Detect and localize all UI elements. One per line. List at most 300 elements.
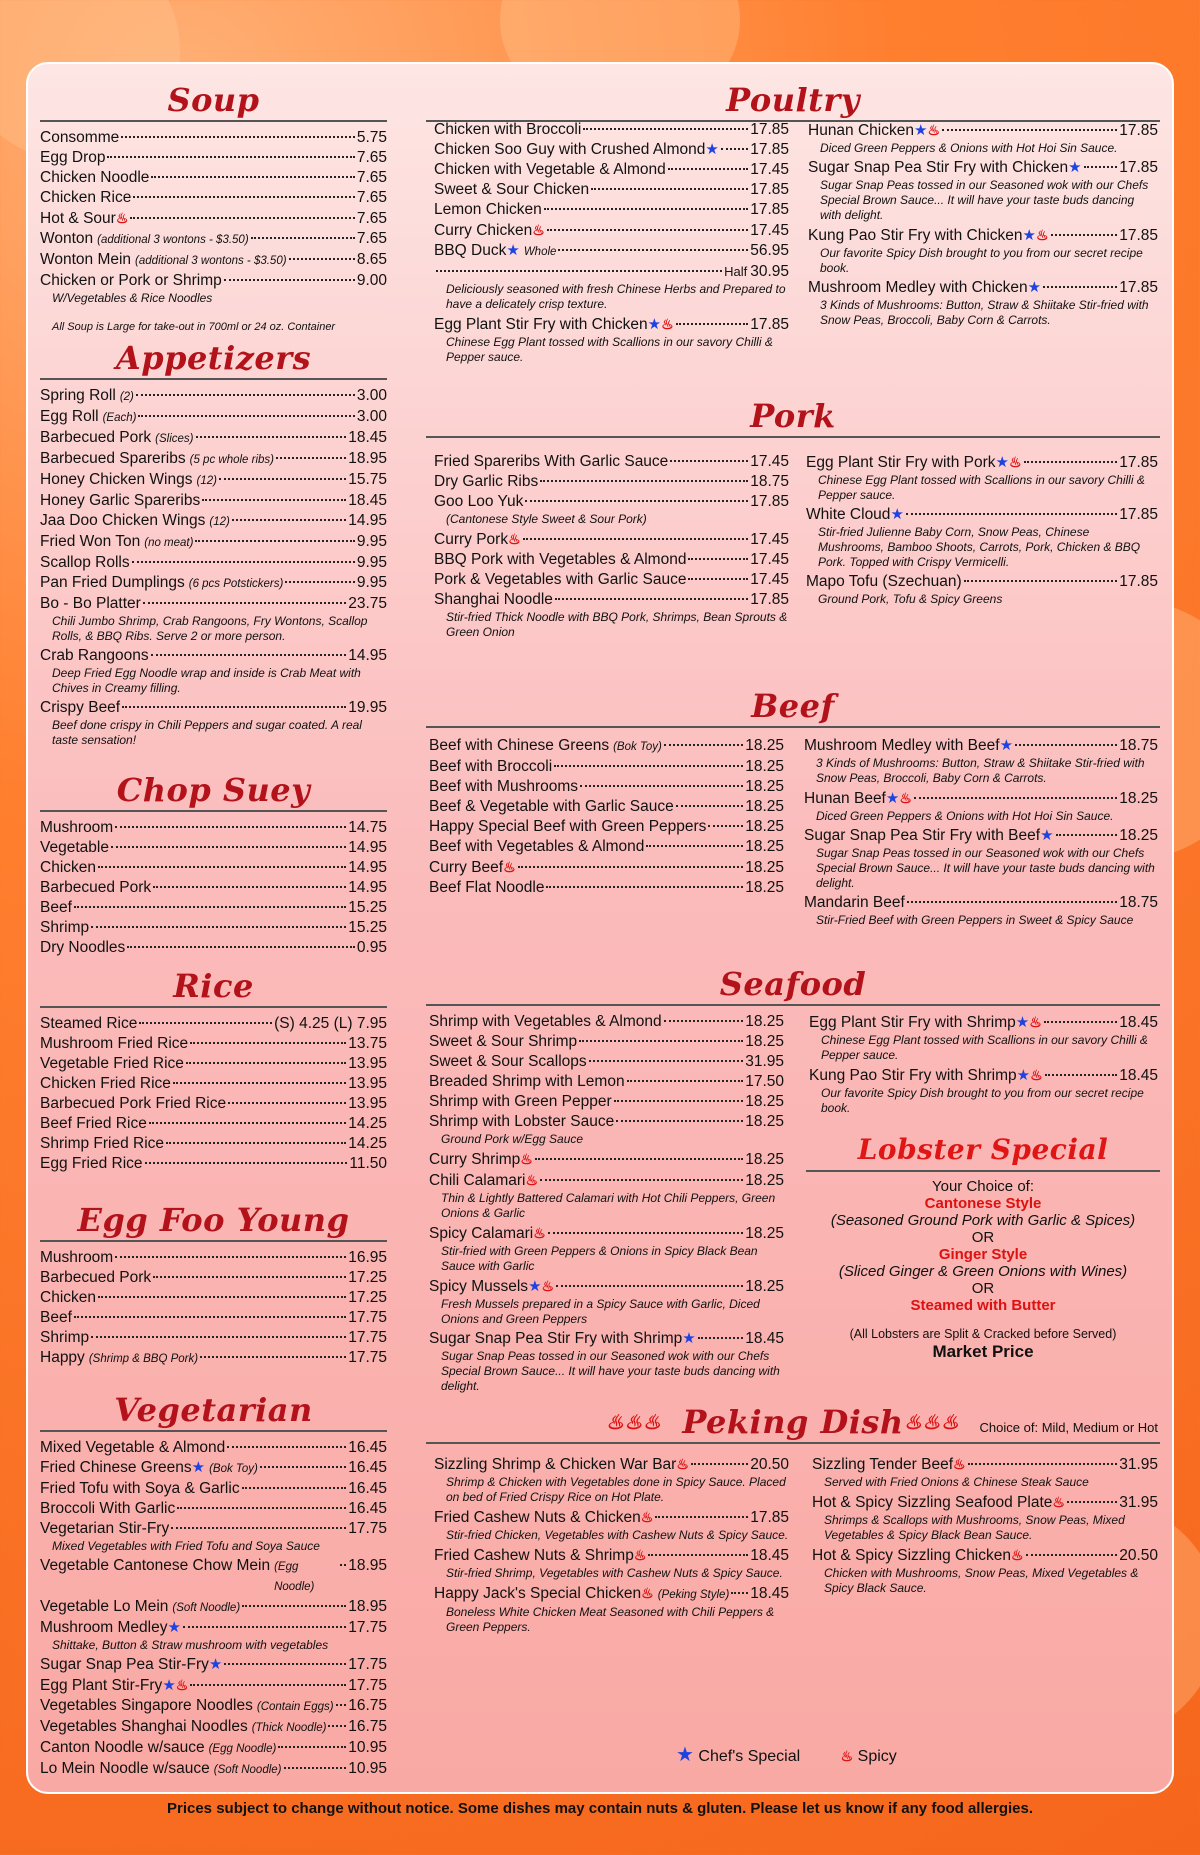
item-size-note: (12) (196, 475, 217, 487)
dot-leader (224, 279, 355, 281)
item-name: Breaded Shrimp with Lemon (429, 1073, 625, 1090)
item-name: Pork & Vegetables with Garlic Sauce (434, 571, 687, 588)
dot-leader (171, 1527, 346, 1529)
peking-dish-section (426, 1402, 1160, 1634)
menu-item (429, 1072, 784, 1092)
dot-leader (518, 866, 744, 868)
item-name: Beef & Vegetable with Garlic Sauce (429, 798, 674, 815)
item-name: Vegetable Lo Mein (40, 1598, 169, 1615)
dot-leader (523, 538, 749, 540)
item-name: Chicken Fried Rice (40, 1075, 171, 1092)
item-price: 18.45 (750, 1585, 789, 1602)
legend (676, 1742, 897, 1767)
menu-item (434, 180, 789, 200)
pork-section (426, 396, 1160, 639)
dot-leader (121, 136, 355, 138)
star-icon: ★ (191, 1459, 206, 1476)
item-name: Bo - Bo Platter (40, 595, 141, 612)
chili-pepper-icon: ♨♨♨ (904, 1410, 960, 1434)
menu-item (434, 590, 789, 610)
lobster-special-section (806, 1130, 1160, 1360)
dot-leader (190, 1042, 346, 1044)
item-price: 14.25 (348, 1115, 387, 1132)
star-icon: ★ (705, 141, 719, 158)
menu-item (40, 428, 387, 449)
item-description: Ground Pork w/Egg Sauce (441, 1132, 584, 1146)
item-price: 17.85 (1119, 279, 1158, 296)
item-size-note: (Thick Noodle) (251, 1722, 327, 1734)
dot-leader (278, 1746, 346, 1748)
menu-item (429, 1112, 784, 1132)
menu-item (40, 1655, 387, 1675)
menu-item (434, 1507, 789, 1528)
dot-leader (284, 1767, 347, 1769)
item-price: 31.95 (1119, 1494, 1158, 1511)
item-name: Hunan Beef (804, 790, 886, 807)
chili-pepper-icon: ♨ (532, 222, 545, 238)
menu-item (40, 1696, 387, 1717)
dot-leader (544, 208, 749, 210)
item-description: 3 Kinds of Mushrooms: Button, Straw & Shiitake Stir-fried with Snow Peas, Broccoli, Baby Corn & Carrots. (820, 298, 1149, 327)
item-price: 18.25 (745, 1113, 784, 1130)
item-price: 18.45 (348, 492, 387, 509)
item-price: 18.25 (745, 737, 784, 754)
item-name: Chicken with Vegetable & Almond (434, 161, 666, 178)
item-name: Vegetables Singapore Noodles (40, 1697, 253, 1714)
item-price: 8.65 (356, 251, 387, 268)
item-name: Chili Calamari (429, 1172, 526, 1189)
dot-leader (540, 480, 748, 482)
dot-leader (122, 706, 346, 708)
menu-item (40, 1738, 387, 1759)
menu-item (40, 1034, 387, 1054)
item-name: Sweet & Sour Chicken (434, 181, 590, 198)
item-price: 18.45 (745, 1330, 784, 1347)
dot-leader (721, 148, 748, 150)
menu-item (808, 278, 1158, 298)
dot-leader (91, 1336, 346, 1338)
item-description: Fresh Mussels prepared in a Spicy Sauce with Garlic, Diced Onions and Green Peppers (441, 1297, 760, 1326)
dot-leader (540, 1179, 743, 1181)
dot-leader (177, 1507, 346, 1509)
item-price: 18.45 (1119, 1067, 1158, 1084)
menu-item (40, 532, 387, 553)
item-price: 17.45 (750, 551, 789, 568)
item-size-note: (Each) (102, 412, 137, 424)
dot-leader (195, 540, 354, 542)
item-price: 14.95 (348, 839, 387, 856)
item-price: 13.95 (348, 1095, 387, 1112)
chili-pepper-icon: ♨ (1011, 1547, 1024, 1563)
menu-item (40, 407, 387, 428)
item-name: Beef (40, 1309, 72, 1326)
dot-leader (546, 886, 743, 888)
item-name: Shrimp (40, 1329, 90, 1346)
menu-item (806, 572, 1158, 592)
item-name: Honey Garlic Spareribs (40, 492, 201, 509)
star-icon: ★ (995, 454, 1009, 471)
item-price: 17.85 (1119, 122, 1158, 139)
chili-pepper-icon: ♨ (533, 1225, 546, 1241)
item-price: 17.45 (750, 531, 789, 548)
item-price: 5.75 (356, 129, 387, 146)
item-description: Diced Green Peppers & Onions with Hot Hoi Sin Sauce. (816, 809, 1114, 823)
menu-item (40, 1268, 387, 1288)
item-price: 7.65 (356, 189, 387, 206)
item-price: 17.75 (348, 1656, 387, 1673)
or-separator: OR (971, 1280, 995, 1297)
item-price: 17.85 (1119, 227, 1158, 244)
soup-note: All Soup is Large for take-out in 700ml or 24 oz. Container (52, 321, 336, 333)
menu-item (40, 1154, 387, 1174)
item-price: 17.50 (745, 1073, 784, 1090)
dot-leader (151, 176, 354, 178)
dot-leader (688, 558, 748, 560)
item-name: Chicken Rice (40, 189, 132, 206)
dot-leader (676, 805, 744, 807)
item-name: Hot & Spicy Sizzling Chicken (812, 1547, 1011, 1564)
legend-spicy: Spicy (857, 1748, 897, 1765)
item-description: Deep Fried Egg Noodle wrap and inside is Crab Meat with Chives in Creamy filling. (52, 666, 361, 695)
menu-item (429, 857, 784, 878)
menu-item (40, 1134, 387, 1154)
item-size-note: (Egg Noodle) (274, 1561, 315, 1593)
dot-leader (691, 1463, 748, 1465)
star-icon: ★ (885, 790, 900, 807)
item-price: 17.85 (1119, 573, 1158, 590)
menu-item (40, 208, 387, 229)
star-icon: ★ (1016, 1067, 1031, 1084)
dot-leader (289, 258, 355, 260)
item-price: 16.95 (348, 1249, 387, 1266)
item-description: Ground Pork, Tofu & Spicy Greens (818, 592, 1003, 606)
item-name: Fried Spareribs With Garlic Sauce (434, 453, 669, 470)
item-name: Egg Plant Stir Fry with Pork (806, 454, 996, 471)
dot-leader (145, 1162, 348, 1164)
dot-leader (173, 1082, 346, 1084)
item-name: Mushroom Medley with Chicken (808, 279, 1028, 296)
item-name: Steamed Rice (40, 1015, 138, 1032)
menu-item (40, 1675, 387, 1696)
dot-leader (115, 826, 346, 828)
menu-item (40, 1014, 387, 1034)
item-description: Shrimps & Scallops with Mushrooms, Snow Peas, Mixed Vegetables & Spicy Black Bean Sauce. (824, 1513, 1125, 1542)
item-name: Mapo Tofu (Szechuan) (806, 573, 962, 590)
menu-item (806, 505, 1158, 525)
item-description: Stir-fried Julienne Baby Corn, Snow Peas, Chinese Mushrooms, Bamboo Shoots, Carrots, Pork, Chicken & BBQ Pork. Topped with Crispy Vermicelli. (818, 525, 1141, 569)
menu-item (40, 386, 387, 407)
item-name: Barbecued Pork Fried Rice (40, 1095, 227, 1112)
item-name: Kung Pao Stir Fry with Shrimp (809, 1067, 1017, 1084)
dot-leader (436, 270, 722, 272)
menu-item (40, 553, 387, 573)
item-price: 17.85 (1119, 506, 1158, 523)
item-price: 17.85 (750, 141, 789, 158)
dot-leader (556, 1285, 743, 1287)
item-price: 9.95 (356, 574, 387, 591)
item-name: Chicken (40, 1289, 96, 1306)
item-price: 0.95 (356, 939, 387, 956)
section-title: Lobster Special (806, 1130, 1160, 1172)
menu-item (812, 1492, 1158, 1513)
menu-item (40, 646, 387, 666)
menu-item (40, 1074, 387, 1094)
item-name: Beef Fried Rice (40, 1115, 147, 1132)
item-name: Fried Tofu with Soya & Garlic (40, 1480, 240, 1497)
lobster-option-2: Ginger Style (938, 1246, 1028, 1263)
item-price: 14.95 (348, 879, 387, 896)
item-name: Dry Garlic Ribs (434, 473, 539, 490)
item-name: Shrimp Fried Rice (40, 1135, 165, 1152)
item-price: 20.50 (750, 1456, 789, 1473)
rice-section (40, 966, 387, 1174)
menu-item (434, 160, 789, 180)
item-description: Chicken with Mushrooms, Snow Peas, Mixed Vegetables & Spicy Black Sauce. (824, 1566, 1139, 1595)
item-price: 18.95 (348, 1557, 387, 1574)
dot-leader (1084, 166, 1118, 168)
item-price: 17.45 (750, 161, 789, 178)
dot-leader (219, 478, 346, 480)
dot-leader (138, 415, 354, 417)
item-name: Hot & Sour (40, 210, 116, 227)
dot-leader (136, 394, 355, 396)
item-price: 16.45 (348, 1459, 387, 1476)
dot-leader (127, 946, 355, 948)
menu-item (40, 1328, 387, 1348)
dot-leader (579, 1040, 743, 1042)
dot-leader (228, 1102, 346, 1104)
menu-item (40, 1519, 387, 1539)
dot-leader (242, 1487, 347, 1489)
chili-pepper-icon: ♨ (1052, 1494, 1065, 1510)
menu-item (434, 241, 789, 262)
menu-item (429, 1276, 784, 1297)
item-size-note: (no meat) (144, 537, 194, 549)
dot-leader (907, 901, 1117, 903)
menu-item (40, 449, 387, 470)
section-title: Pork (426, 396, 1160, 438)
item-price: 16.45 (348, 1500, 387, 1517)
menu-item (40, 1248, 387, 1268)
item-price: 7.65 (356, 210, 387, 227)
item-name: Hot & Spicy Sizzling Seafood Plate (812, 1494, 1053, 1511)
item-name: Vegetarian Stir-Fry (40, 1520, 170, 1537)
item-size-note: (Egg Noodle) (208, 1743, 277, 1755)
item-price: 9.95 (356, 533, 387, 550)
item-price: 17.85 (750, 121, 789, 138)
dot-leader (200, 1356, 346, 1358)
item-name: Mixed Vegetable & Almond (40, 1439, 226, 1456)
item-name: Chicken Soo Guy with Crushed Almond (434, 141, 706, 158)
menu-item (429, 1052, 784, 1072)
menu-item (429, 777, 784, 797)
item-price: 13.95 (348, 1055, 387, 1072)
dot-leader (1051, 234, 1118, 236)
item-name: Vegetable Cantonese Chow Mein (40, 1557, 271, 1574)
item-description: Stir-fried with Green Peppers & Onions in Spicy Black Bean Sauce with Garlic (441, 1244, 758, 1273)
dot-leader (583, 128, 748, 130)
dot-leader (328, 1725, 346, 1727)
menu-item (40, 1438, 387, 1458)
item-name: Curry Shrimp (429, 1151, 521, 1168)
item-size-note: (Contain Eggs) (256, 1701, 334, 1713)
dot-leader (968, 1463, 1118, 1465)
item-price: 17.85 (750, 493, 789, 510)
item-description: Stir-fried Thick Noodle with BBQ Pork, Shrimps, Bean Sprouts & Green Onion (446, 610, 788, 639)
item-size-note: (Shrimp & BBQ Pork) (88, 1353, 199, 1365)
item-price: 18.25 (745, 1278, 784, 1295)
item-description: Chinese Egg Plant tossed with Scallions in our savory Chilli & Pepper sauce. (821, 1033, 1148, 1062)
item-price: 18.25 (745, 758, 784, 775)
item-name: Wonton (40, 230, 94, 247)
menu-item (40, 1458, 387, 1479)
item-name: Sugar Snap Pea Stir Fry with Shrimp (429, 1330, 683, 1347)
menu-item (40, 1597, 387, 1618)
dot-leader (558, 249, 748, 251)
item-description: 3 Kinds of Mushrooms: Button, Straw & Shiitake Stir-fried with Snow Peas, Broccoli, Baby Corn & Carrots. (816, 756, 1145, 785)
menu-item (434, 570, 789, 590)
item-price: 18.25 (745, 1013, 784, 1030)
item-price: 15.25 (348, 919, 387, 936)
star-icon: ★ (890, 506, 904, 523)
dot-leader (670, 460, 748, 462)
dot-leader (589, 1060, 744, 1062)
menu-item (434, 1583, 789, 1605)
item-name: Mushroom Medley with Beef (804, 737, 1000, 754)
dot-leader (646, 845, 743, 847)
menu-item (40, 1618, 387, 1638)
dot-leader (614, 1100, 744, 1102)
item-name: Mushroom (40, 819, 114, 836)
item-name: Mandarin Beef (804, 894, 905, 911)
dot-leader (107, 156, 354, 158)
item-name: Barbecued Pork (40, 429, 152, 446)
menu-item (806, 452, 1158, 473)
menu-item (434, 314, 789, 335)
dot-leader (227, 1446, 346, 1448)
menu-item (429, 817, 784, 837)
menu-item (434, 220, 789, 241)
dot-leader (151, 654, 347, 656)
item-description: Chili Jumbo Shrimp, Crab Rangoons, Fry Wontons, Scallop Rolls, & BBQ Ribs. Serve 2 or more person. (52, 614, 368, 643)
dot-leader (196, 436, 347, 438)
item-price: 18.25 (745, 838, 784, 855)
section-title: Vegetarian (40, 1390, 387, 1432)
menu-item (40, 470, 387, 491)
item-name: Wonton Mein (40, 251, 132, 268)
item-name: BBQ Duck (434, 242, 507, 259)
dot-leader (251, 237, 355, 239)
item-name: Happy Special Beef with Green Peppers (429, 818, 707, 835)
item-price: 17.85 (1119, 159, 1158, 176)
item-price: 18.25 (745, 1093, 784, 1110)
menu-item (429, 736, 784, 757)
dot-leader (548, 1232, 743, 1234)
dot-leader (591, 188, 748, 190)
chili-pepper-icon: ♨ (541, 1278, 555, 1294)
star-icon: ★ (1022, 227, 1036, 244)
item-price: 15.75 (348, 471, 387, 488)
dot-leader (232, 519, 346, 521)
dot-leader (143, 602, 346, 604)
dot-leader (664, 744, 743, 746)
item-name: Egg Fried Rice (40, 1155, 143, 1172)
menu-item (40, 878, 387, 898)
item-name: Mushroom (40, 1249, 114, 1266)
section-title: Beef (426, 686, 1160, 728)
menu-item (804, 893, 1158, 913)
dot-leader (906, 513, 1117, 515)
item-name: Chicken or Pork or Shrimp (40, 272, 222, 289)
dot-leader (285, 581, 355, 583)
item-name: Barbecued Pork (40, 1269, 152, 1286)
dot-leader (98, 866, 346, 868)
section-title: Soup (40, 80, 387, 122)
item-price: 11.50 (349, 1155, 387, 1172)
item-name: Spicy Calamari (429, 1225, 534, 1242)
item-price: 17.45 (750, 222, 789, 239)
chili-pepper-icon: ♨ (840, 1748, 854, 1764)
item-name: Kung Pao Stir Fry with Chicken (808, 227, 1023, 244)
dot-leader (132, 561, 355, 563)
item-name: Sugar Snap Pea Stir-Fry (40, 1656, 209, 1673)
item-name: Beef with Vegetables & Almond (429, 838, 645, 855)
menu-item (434, 529, 789, 550)
item-name: Sugar Snap Pea Stir Fry with Chicken (808, 159, 1069, 176)
item-name: Consomme (40, 129, 120, 146)
dot-leader (708, 825, 743, 827)
menu-item (429, 1223, 784, 1244)
menu-item (429, 837, 784, 857)
item-price: 18.25 (1119, 827, 1158, 844)
chili-pepper-icon: ♨ (525, 1172, 539, 1188)
menu-item (40, 698, 387, 718)
chili-pepper-icon: ♨ (175, 1677, 189, 1693)
menu-item (809, 1065, 1158, 1086)
item-name: Vegetable (40, 839, 109, 856)
item-name: Happy (40, 1349, 85, 1366)
lobster-option-3: Steamed with Butter (910, 1297, 1056, 1314)
menu-item (429, 1170, 784, 1191)
menu-item (429, 1329, 784, 1349)
dot-leader (91, 926, 346, 928)
dot-leader (133, 196, 355, 198)
lobster-intro: Your Choice of: (931, 1178, 1034, 1195)
section-title: Peking Dish (682, 1403, 904, 1441)
star-icon: ★ (208, 1656, 223, 1673)
menu-item (40, 168, 387, 188)
menu-item (40, 128, 387, 148)
chili-pepper-icon: ♨ (633, 1547, 647, 1563)
menu-item (40, 1308, 387, 1328)
item-price: 18.75 (1119, 894, 1158, 911)
item-name: Sweet & Sour Scallops (429, 1053, 587, 1070)
poultry-section (426, 80, 1160, 364)
dot-leader (616, 1120, 743, 1122)
item-name: Honey Chicken Wings (40, 471, 193, 488)
item-name: Shrimp with Green Pepper (429, 1093, 612, 1110)
dot-leader (676, 323, 749, 325)
menu-item (812, 1454, 1158, 1475)
item-price: 16.45 (348, 1439, 387, 1456)
item-size-note: (Bok Toy) (209, 1463, 258, 1475)
menu-item (40, 1348, 387, 1369)
dot-leader (336, 1704, 347, 1706)
item-name: BBQ Pork with Vegetables & Almond (434, 551, 687, 568)
item-name: Chicken Noodle (40, 169, 150, 186)
menu-item (40, 838, 387, 858)
item-size-note: (Peking Style) (657, 1589, 730, 1601)
